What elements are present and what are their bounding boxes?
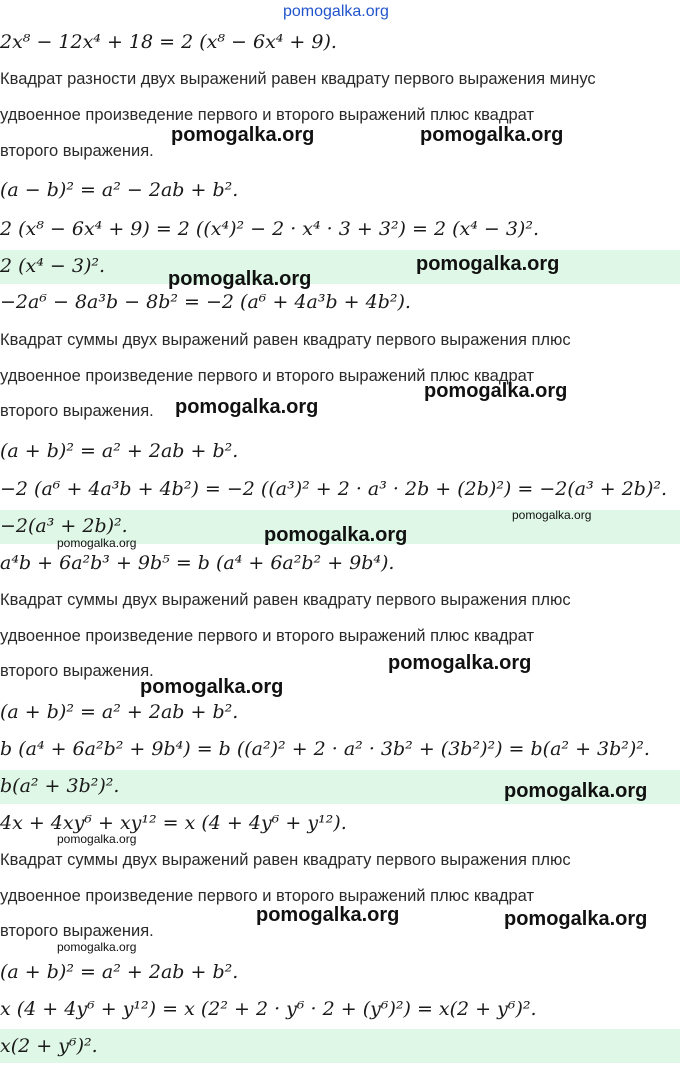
answer-3: b(a² + 3b²)².: [0, 775, 120, 797]
rule-4-line-1: Квадрат суммы двух выражений равен квадрату первого выражения плюс: [0, 851, 571, 869]
watermark: pomogalka.org: [504, 780, 648, 802]
formula-1: (a − b)² = a² − 2ab + b².: [0, 179, 239, 201]
watermark-top: pomogalka.org: [283, 3, 389, 20]
rule-4-line-3: второго выражения.: [0, 922, 154, 940]
watermark-small: pomogalka.org: [57, 940, 137, 954]
formula-4: (a + b)² = a² + 2ab + b².: [0, 961, 239, 983]
watermark: pomogalka.org: [140, 676, 284, 698]
expansion-1: 2x⁸ − 12x⁴ + 18 = 2 (x⁸ − 6x⁴ + 9).: [0, 31, 337, 53]
rule-1-line-1: Квадрат разности двух выражений равен квадрату первого выражения минус: [0, 70, 596, 88]
derivation-3: b (a⁴ + 6a²b² + 9b⁴) = b ((a²)² + 2 · a² · 3b² + (3b²)²) = b(a² + 3b²)².: [0, 738, 650, 760]
watermark: pomogalka.org: [256, 904, 400, 926]
rule-2-line-2: удвоенное произведение первого и второго выражений плюс квадрат: [0, 367, 535, 385]
rule-3-line-2: удвоенное произведение первого и второго выражений плюс квадрат: [0, 627, 535, 645]
watermark: pomogalka.org: [424, 380, 568, 402]
watermark: pomogalka.org: [171, 124, 315, 146]
expansion-3: a⁴b + 6a²b³ + 9b⁵ = b (a⁴ + 6a²b² + 9b⁴).: [0, 552, 395, 574]
answer-1: 2 (x⁴ − 3)².: [0, 255, 106, 277]
rule-1-line-3: второго выражения.: [0, 142, 154, 160]
rule-1-line-2: удвоенное произведение первого и второго выражений плюс квадрат: [0, 106, 535, 124]
watermark-small: pomogalka.org: [57, 536, 137, 550]
derivation-2: −2 (a⁶ + 4a³b + 4b²) = −2 ((a³)² + 2 · a³ · 2b + (2b)²) = −2(a³ + 2b)².: [0, 478, 668, 500]
rule-4-line-2: удвоенное произведение первого и второго выражений плюс квадрат: [0, 887, 535, 905]
watermark: pomogalka.org: [504, 908, 648, 930]
rule-2-line-1: Квадрат суммы двух выражений равен квадрату первого выражения плюс: [0, 331, 571, 349]
watermark: pomogalka.org: [388, 652, 532, 674]
watermark: pomogalka.org: [168, 268, 312, 290]
rule-2-line-3: второго выражения.: [0, 402, 154, 420]
rule-3-line-1: Квадрат суммы двух выражений равен квадрату первого выражения плюс: [0, 591, 571, 609]
watermark-small: pomogalka.org: [57, 832, 137, 846]
watermark: pomogalka.org: [420, 124, 564, 146]
expansion-2: −2a⁶ − 8a³b − 8b² = −2 (a⁶ + 4a³b + 4b²).: [0, 291, 411, 313]
answer-2: −2(a³ + 2b)².: [0, 515, 128, 537]
watermark: pomogalka.org: [416, 253, 560, 275]
answer-4: x(2 + y⁶)².: [0, 1035, 98, 1057]
formula-3: (a + b)² = a² + 2ab + b².: [0, 701, 239, 723]
watermark-small: pomogalka.org: [512, 508, 592, 522]
expansion-4: 4x + 4xy⁶ + xy¹² = x (4 + 4y⁶ + y¹²).: [0, 812, 347, 834]
formula-2: (a + b)² = a² + 2ab + b².: [0, 440, 239, 462]
rule-3-line-3: второго выражения.: [0, 662, 154, 680]
derivation-4: x (4 + 4y⁶ + y¹²) = x (2² + 2 · y⁶ · 2 + (y⁶)²) = x(2 + y⁶)².: [0, 998, 537, 1020]
answer-highlight-4: [0, 1029, 680, 1063]
watermark: pomogalka.org: [175, 396, 319, 418]
derivation-1: 2 (x⁸ − 6x⁴ + 9) = 2 ((x⁴)² − 2 · x⁴ · 3 + 3²) = 2 (x⁴ − 3)².: [0, 218, 539, 240]
watermark: pomogalka.org: [264, 524, 408, 546]
